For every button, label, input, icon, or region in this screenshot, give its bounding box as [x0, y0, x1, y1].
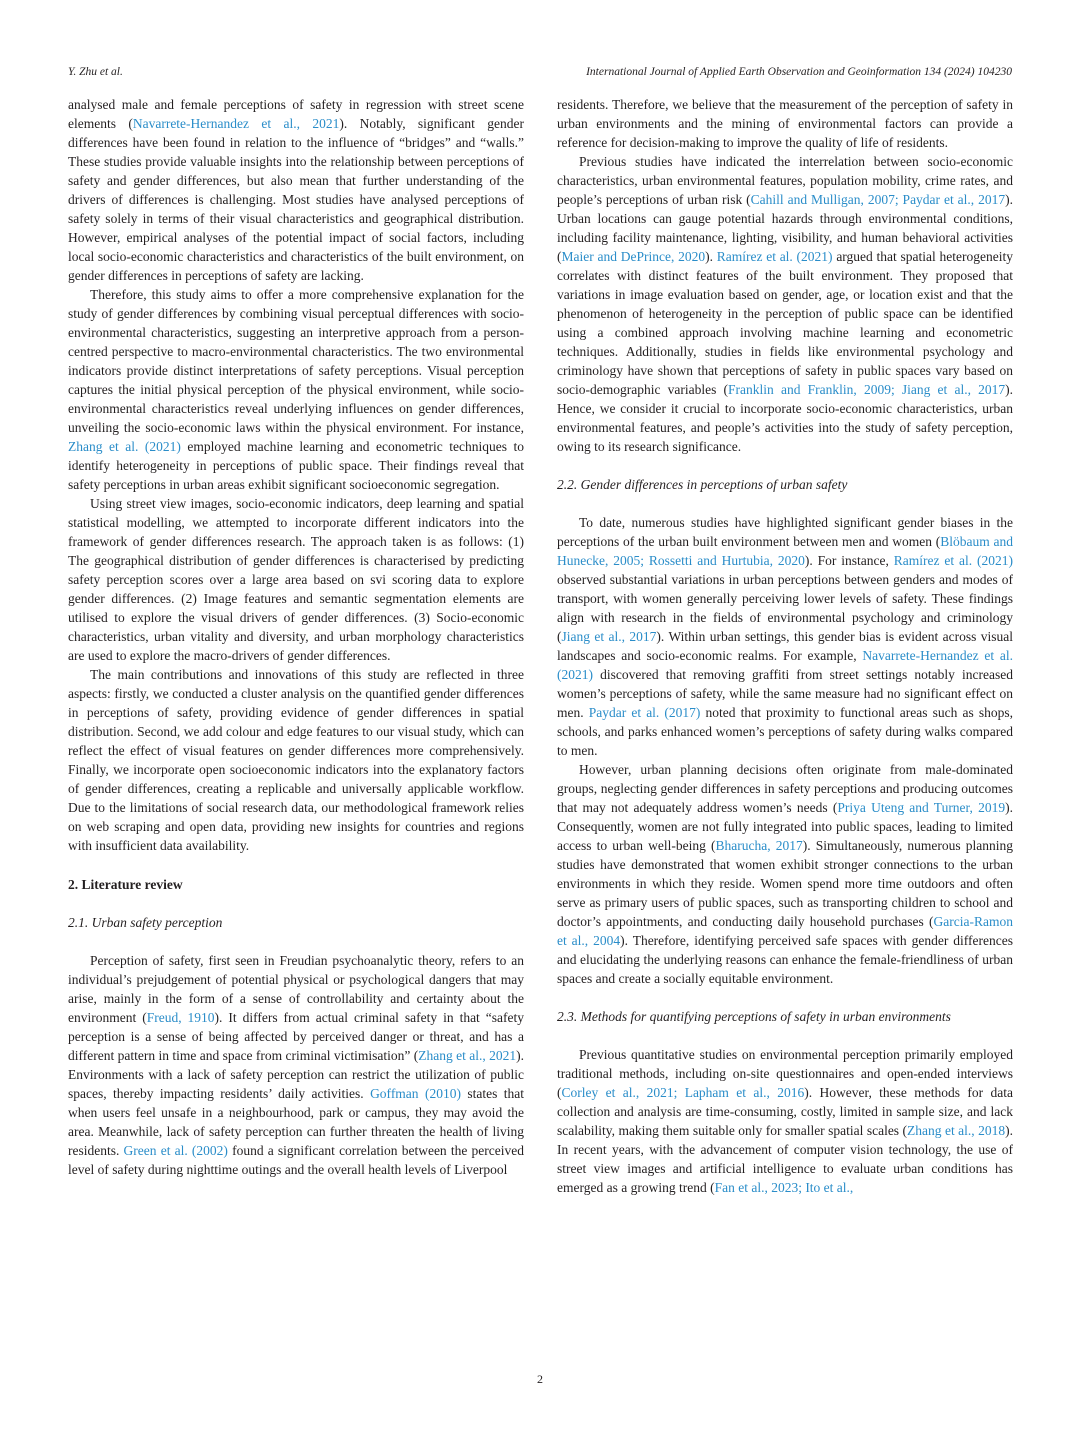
- citation-link[interactable]: Paydar et al. (2017): [588, 705, 701, 720]
- paragraph: Using street view images, socio-economic indicators, deep learning and spatial statistical modelling, we attempted to incorporate different indicators into the framework of gender differences research. The approach taken is as follows: (1) The geographical distribution of gender differences is characterised by predicting safety perception scores over a large area based on svi scoring data to explore gender differences. (2) Image features and semantic segmentation elements are utilised to explore the visual drivers of gender differences. (3) Socio-economic characteristics, urban vitality and diversity, and urban morphology characteristics are used to explore the macro-drivers of gender differences.: [68, 496, 524, 663]
- citation-link[interactable]: Fan et al., 2023; Ito et al.,: [714, 1180, 854, 1195]
- subsection-heading-methods: 2.3. Methods for quantifying perceptions of safety in urban environments: [557, 1009, 951, 1024]
- citation-link[interactable]: Zhang et al., 2018: [907, 1123, 1006, 1138]
- paragraph: Therefore, this study aims to offer a more comprehensive explanation for the study of gender differences by combining visual perceptual differences with socio-environmental characteristics, suggesting an interpretive approach from a person-centred perspective to macro-environmental characteristics. The two environmental indicators provide distinct interpretations of safety perceptions. Visual perception captures the initial physical perception of the physical environment, while socio-environmental characteristics reveal underlying influences on gender differences, unveiling the socio-economic laws within the physical environment. For instance, Zhang et al. (2021) employed machine learning and econometric techniques to identify heterogeneity in perceptions of public space. Their findings reveal that safety perceptions in urban areas exhibit significant socioeconomic segregation.: [68, 287, 525, 492]
- citation-link[interactable]: Franklin and Franklin, 2009; Jiang et al., 2017: [728, 382, 1006, 397]
- paragraph: To date, numerous studies have highlighted significant gender biases in the perceptions of the urban built environment between men and women (Blöbaum and Hunecke, 2005; Rossetti and Hurtubia, 2020). For instance, Ramírez et al. (2021) observed substantial variations in urban perceptions between genders and modes of transport, with women generally perceiving lower levels of safety. These findings align with research in the fields of environmental psychology and criminology (Jiang et al., 2017). Within urban settings, this gender bias is evident across visual landscapes and socio-economic realms. For example, Navarrete-Hernandez et al. (2021) discovered that removing graffiti from street settings notably increased women’s perceptions of safety, while the same measure had no significant effect on men. Paydar et al. (2017) noted that proximity to functional areas such as shops, schools, and parks enhanced women’s perceptions of safety during walks compared to men.: [557, 515, 1014, 758]
- page-number: 2: [537, 1372, 543, 1386]
- citation-link[interactable]: Maier and DePrince, 2020: [561, 249, 706, 264]
- paragraph: Previous studies have indicated the interrelation between socio-economic characteristics, urban environmental features, population mobility, crime rates, and people’s perceptions of urban risk (Cahill and Mulligan, 2007; Paydar et al., 2017). Urban locations can gauge potential hazards through environmental conditions, including facility maintenance, lighting, visibility, and human behavioral activities (Maier and DePrince, 2020). Ramírez et al. (2021) argued that spatial heterogeneity correlates with distinct features of the built environment. They proposed that variations in image evaluation based on gender, age, or location exist and that the phenomenon of heterogeneity in the perception of public space can be identified using a combined approach involving machine learning and econometric techniques. Additionally, studies in fields like environmental psychology and criminology have shown that perceptions of safety in public spaces vary based on socio-demographic variables (Franklin and Franklin, 2009; Jiang et al., 2017). Hence, we consider it crucial to incorporate socio-economic characteristics, urban environmental features, and people’s activities into the study of safety perception, owing to its research significance.: [557, 154, 1014, 454]
- right-column: [557, 95, 1013, 1197]
- paragraph: analysed male and female perceptions of safety in regression with street scene elements (Navarrete-Hernandez et al., 2021). Notably, significant gender differences have been found in relation to the influence of “bridges” and “walls.” These studies provide valuable insights into the relationship between perceptions of safety and gender differences, but also mean that further understanding of the drivers of differences is challenging. Most studies have analysed perceptions of safety solely in terms of their visual characteristics and geographical distribution. However, empirical analyses of the potential impact of social factors, including local socio-economic characteristics and characteristics of the built environment, on gender differences in perceptions of safety are lacking.: [68, 97, 525, 283]
- citation-link[interactable]: Corley et al., 2021; Lapham et al., 2016: [561, 1085, 805, 1100]
- citation-link[interactable]: Cahill and Mulligan, 2007; Paydar et al., 2017: [750, 192, 1006, 207]
- left-column: [68, 95, 524, 1179]
- citation-link[interactable]: Priya Uteng and Turner, 2019: [837, 800, 1006, 815]
- citation-link[interactable]: Ramírez et al. (2021): [893, 553, 1013, 568]
- citation-link[interactable]: Bharucha, 2017: [715, 838, 803, 853]
- citation-link[interactable]: Freud, 1910: [146, 1010, 215, 1025]
- citation-link[interactable]: Blöbaum and Hunecke, 2005; Rossetti and Hurtubia, 2020: [557, 534, 1013, 568]
- paragraph: residents. Therefore, we believe that the measurement of the perception of safety in urban environments and the mining of environmental factors can provide a reference for decision-making to improve the quality of life of residents.: [557, 97, 1013, 150]
- citation-link[interactable]: Navarrete-Hernandez et al. (2021): [557, 648, 1013, 682]
- citation-link[interactable]: Ramírez et al. (2021): [716, 249, 833, 264]
- citation-link[interactable]: Jiang et al., 2017: [561, 629, 657, 644]
- citation-link[interactable]: Zhang et al. (2021): [68, 439, 181, 454]
- paragraph: However, urban planning decisions often originate from male-dominated groups, neglecting gender differences in safety perceptions and producing outcomes that may not adequately address women’s needs (Priya Uteng and Turner, 2019). Consequently, women are not fully integrated into public spaces, leading to limited access to urban well-being (Bharucha, 2017). Simultaneously, numerous planning studies have demonstrated that women exhibit stronger connections to the urban environments in which they reside. Women spend more time outdoors and often serve as primary users of public spaces, such as transporting children to school and doctor’s appointments, and conducting daily household purchases (Garcia-Ramon et al., 2004). Therefore, identifying perceived safe spaces with gender differences and elucidating the underlying reasons can enhance the female-friendliness of urban spaces and create a socially equitable environment.: [557, 762, 1013, 986]
- header-journal: International Journal of Applied Earth Observation and Geoinformation 134 (2024) 104230: [586, 66, 1012, 78]
- citation-link[interactable]: Garcia-Ramon et al., 2004: [557, 914, 1013, 948]
- paragraph: The main contributions and innovations of this study are reflected in three aspects: firstly, we conducted a cluster analysis on the quantified gender differences in perceptions of safety, providing evidence of gender differences in spatial distribution. Second, we add colour and edge features to our visual study, which can reflect the effect of visual features on gender differences more comprehensively. Finally, we incorporate open socioeconomic indicators into the explanatory factors of gender differences, creating a replicable and universally applicable workflow. Due to the limitations of social research data, our methodological framework relies on web scraping and open data, providing new insights for countries and regions with insufficient data availability.: [68, 667, 524, 853]
- citation-link[interactable]: Zhang et al., 2021: [418, 1048, 517, 1063]
- citation-link[interactable]: Green et al. (2002): [123, 1143, 228, 1158]
- citation-link[interactable]: Navarrete-Hernandez et al., 2021: [132, 116, 340, 131]
- paragraph: Perception of safety, first seen in Freudian psychoanalytic theory, refers to an individual’s prejudgement of potential physical or psychological dangers that may arise, mainly in the form of a sense of controllability and certainty about the environment (Freud, 1910). It differs from actual criminal safety in that “safety perception is a sense of being affected by perceived danger or threat, and has a different pattern in time and space from criminal victimisation” (Zhang et al., 2021). Environments with a lack of safety perception can restrict the utilization of public spaces, thereby impacting residents’ daily activities. Goffman (2010) states that when users feel unsafe in a neighbourhood, park or campus, they may avoid the area. Meanwhile, lack of safety perception can further threaten the health of living residents. Green et al. (2002) found a significant correlation between the perceived level of safety during nighttime outings and the overall health levels of Liverpool: [68, 953, 525, 1177]
- header-authors: Y. Zhu et al.: [68, 66, 123, 78]
- paragraph: Previous quantitative studies on environmental perception primarily employed traditional methods, including on-site questionnaires and open-ended interviews (Corley et al., 2021; Lapham et al., 2016). However, these methods for data collection and analysis are time-consuming, costly, limited in sample size, and lack scalability, making them suitable only for smaller spatial scales (Zhang et al., 2018). In recent years, with the advancement of computer vision technology, the use of street view images and artificial intelligence to evaluate urban conditions has emerged as a growing trend (Fan et al., 2023; Ito et al.,: [557, 1047, 1014, 1195]
- subsection-heading-urban-safety: 2.1. Urban safety perception: [68, 915, 223, 930]
- citation-link[interactable]: Goffman (2010): [370, 1086, 461, 1101]
- section-heading-literature-review: 2. Literature review: [68, 877, 183, 892]
- subsection-heading-gender-differences: 2.2. Gender differences in perceptions of urban safety: [557, 477, 848, 492]
